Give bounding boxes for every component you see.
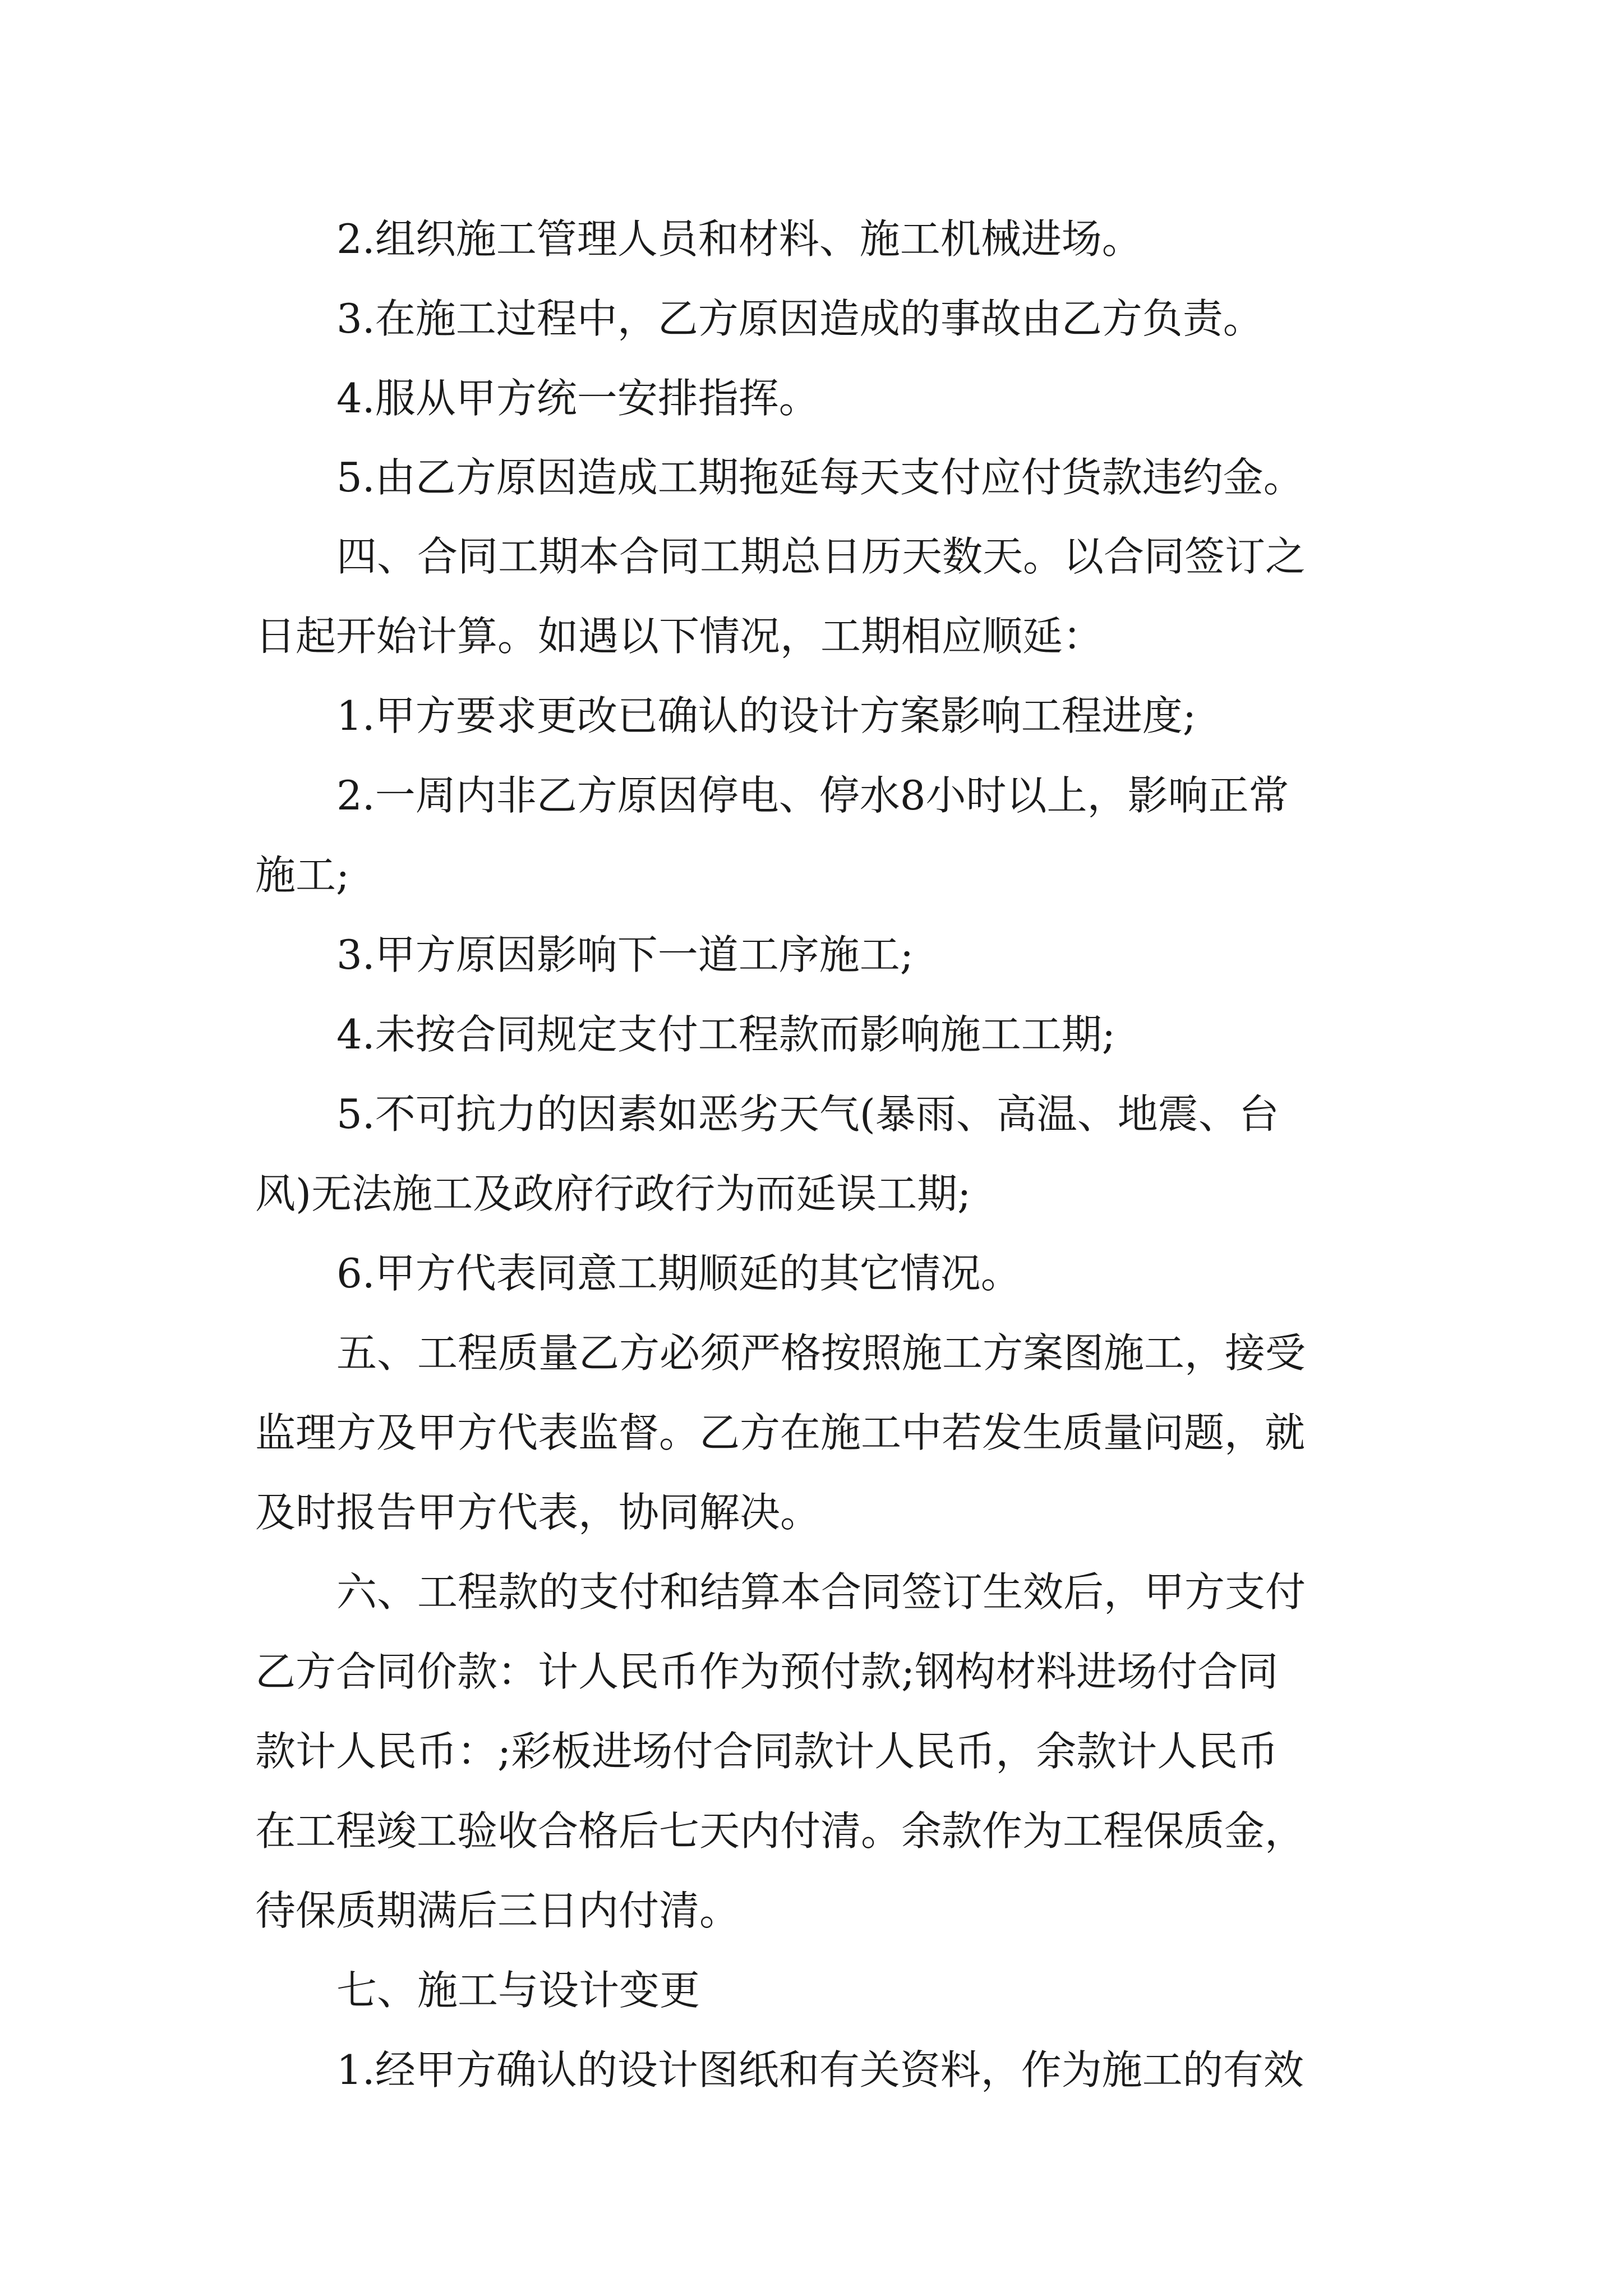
text-line: 乙方合同价款：计人民币作为预付款;钢构材料进场付合同 [255, 1648, 1279, 1695]
text-line: 1.经甲方确认的设计图纸和有关资料，作为施工的有效 [336, 2046, 1304, 2093]
text-line: 风)无法施工及政府行政行为而延误工期; [255, 1170, 971, 1217]
text-line: 监理方及甲方代表监督。乙方在施工中若发生质量问题，就 [255, 1409, 1306, 1456]
text-line: 2.一周内非乙方原因停电、停水8小时以上，影响正常 [336, 772, 1289, 819]
text-line: 3.在施工过程中，乙方原因造成的事故由乙方负责。 [336, 295, 1264, 342]
text-line: 5.由乙方原因造成工期拖延每天支付应付货款违约金。 [336, 454, 1304, 501]
text-line: 六、工程款的支付和结算本合同签订生效后，甲方支付 [336, 1568, 1306, 1616]
text-line: 日起开始计算。如遇以下情况，工期相应顺延： [255, 613, 1104, 660]
text-line: 五、工程质量乙方必须严格按照施工方案图施工，接受 [336, 1329, 1306, 1377]
text-line: 4.未按合同规定支付工程款而影响施工工期; [336, 1011, 1115, 1058]
text-line: 款计人民币：;彩板进场付合同款计人民币，余款计人民币 [255, 1728, 1279, 1775]
text-line: 四、合同工期本合同工期总日历天数天。以合同签订之 [336, 533, 1306, 580]
text-line: 七、施工与设计变更 [336, 1967, 700, 2014]
text-line: 2.组织施工管理人员和材料、施工机械进场。 [336, 215, 1142, 263]
text-line: 5.不可抗力的因素如恶劣天气(暴雨、高温、地震、台 [336, 1091, 1279, 1138]
text-line: 4.服从甲方统一安排指挥。 [336, 375, 819, 422]
text-line: 1.甲方要求更改已确认的设计方案影响工程进度; [336, 692, 1196, 739]
text-line: 6.甲方代表同意工期顺延的其它情况。 [336, 1250, 1021, 1297]
text-line: 及时报告甲方代表，协同解决。 [255, 1489, 821, 1536]
text-line: 3.甲方原因影响下一道工序施工; [336, 931, 914, 978]
text-line: 待保质期满后三日内付清。 [255, 1887, 740, 1934]
text-line: 施工; [255, 852, 350, 899]
text-line: 在工程竣工验收合格后七天内付清。余款作为工程保质金， [255, 1807, 1306, 1855]
